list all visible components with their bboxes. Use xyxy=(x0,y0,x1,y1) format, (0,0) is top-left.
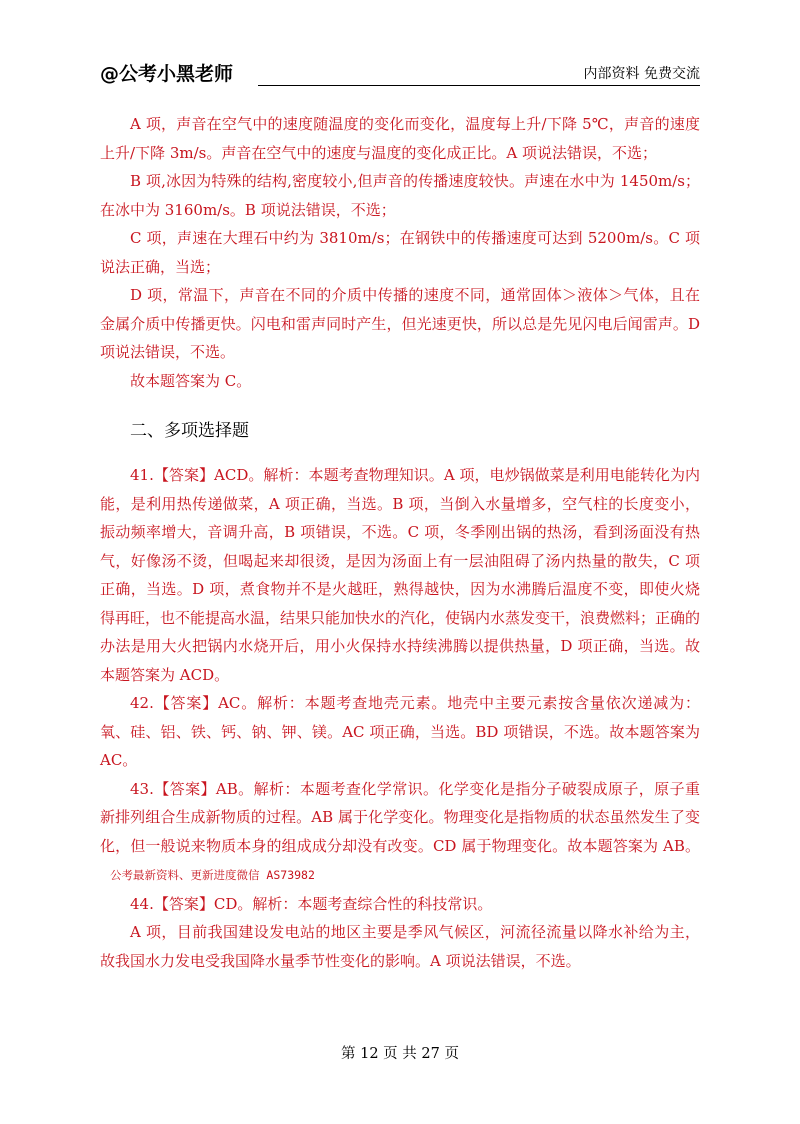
answer-43 xyxy=(100,775,700,890)
answer-44-a: A 项，目前我国建设发电站的地区主要是季风气候区，河流径流量以降水补给为主，故我国水力发电受我国降水量季节性变化的影响。A 项说法错误，不选。 xyxy=(100,923,700,970)
paragraph-a: A 项，声音在空气中的速度随温度的变化而变化，温度每上升/下降 5℃，声音的速度上升/下降 3m/s。声音在空气中的速度与温度的变化成正比。A 项说法错误，不选； xyxy=(100,115,700,162)
paragraph-conclusion: 故本题答案为 C。 xyxy=(130,371,252,390)
page-header xyxy=(100,62,700,88)
answer-43-text: 43.【答案】AB。解析：本题考查化学常识。化学变化是指分子破裂成原子，原子重新排列组合生成新物质的过程。AB 属于化学变化。物理变化是指物质的状态虽然发生了变化，但一般说来物质本身的组成成分却没有改变。CD 属于物理变化。故本题答案为 AB。 xyxy=(100,779,700,855)
answer-44: 44.【答案】CD。解析：本题考查综合性的科技常识。 xyxy=(130,894,493,913)
section-title: 二、多项选择题 xyxy=(130,421,249,441)
paragraph-d: D 项，常温下，声音在不同的介质中传播的速度不同，通常固体＞液体＞气体，且在金属介质中传播更快。闪电和雷声同时产生，但光速更快，所以总是先见闪电后闻雷声。D 项说法错误，不选。 xyxy=(100,286,700,361)
header-rule xyxy=(258,85,700,86)
brand-title: @公考小黑老师 xyxy=(100,63,234,85)
answer-42: 42.【答案】AC。解析：本题考查地壳元素。地壳中主要元素按含量依次递减为：氧、硅、铝、铁、钙、钠、钾、镁。AC 项正确，当选。BD 项错误，不选。故本题答案为 AC。 xyxy=(100,694,700,769)
header-tagline: 内部资料 免费交流 xyxy=(583,66,700,82)
answer-41: 41.【答案】ACD。解析：本题考查物理知识。A 项，电炒锅做菜是利用电能转化为内能，是利用热传递做菜，A 项正确，当选。B 项，当倒入水量增多，空气柱的长度变小，振动频率增大，音调升高，B 项错误，不选。C 项，冬季刚出锅的热汤，看到汤面没有热气，好像汤不烫，但喝起来却很烫，是因为汤面上有一层油阻碍了汤内热量的散失，C 项正确，当选。D 项，煮食物并不是火越旺，熟得越快，因为水沸腾后温度不变，即使火烧得再旺，也不能提高水温，结果只能加快水的汽化，使锅内水蒸发变干，浪费燃料；正确的办法是用大火把锅内水烧开后，用小火保持水持续沸腾以提供热量，D 项正确，当选。故本题答案为 ACD。 xyxy=(100,466,701,684)
document-body xyxy=(100,110,700,975)
inline-note: 公考最新资料、更新进度微信 AS73982 xyxy=(110,868,315,882)
paragraph-c: C 项，声速在大理石中约为 3810m/s；在钢铁中的传播速度可达到 5200m/s。C 项说法正确，当选； xyxy=(100,229,700,276)
page-number: 第 12 页 共 27 页 xyxy=(341,1046,459,1062)
paragraph-b: B 项,冰因为特殊的结构,密度较小,但声音的传播速度较快。声速在水中为 1450m/s；在冰中为 3160m/s。B 项说法错误，不选； xyxy=(100,172,700,219)
